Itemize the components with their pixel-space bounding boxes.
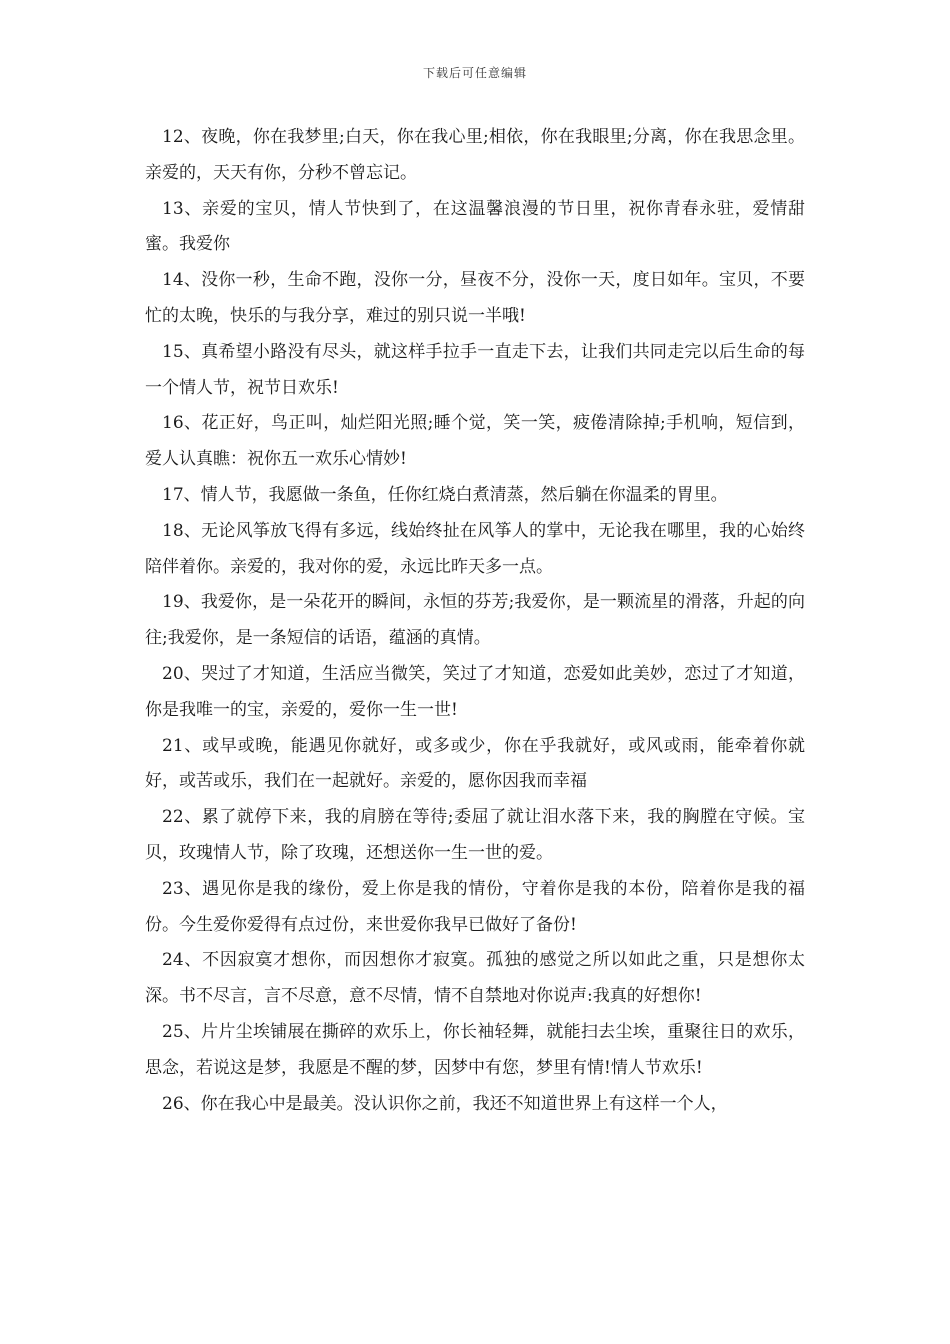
paragraph-14: 14、没你一秒，生命不跑，没你一分，昼夜不分，没你一天，度日如年。宝贝，不要忙的太晚，快乐的与我分享，难过的别只说一半哦! (145, 270, 805, 326)
paragraph-25: 25、片片尘埃铺展在撕碎的欢乐上，你长袖轻舞，就能扫去尘埃，重聚往日的欢乐，思念，若说这是梦，我愿是不醒的梦，因梦中有您，梦里有情!情人节欢乐! (145, 1021, 805, 1078)
paragraph-26: 26、你在我心中是最美。没认识你之前，我还不知道世界上有这样一个人， (162, 1093, 728, 1114)
paragraph-16: 16、花正好，鸟正叫，灿烂阳光照;睡个觉，笑一笑，疲倦清除掉;手机响，短信到，爱人认真瞧：祝你五一欢乐心情妙! (145, 413, 805, 470)
paragraph-13: 13、亲爱的宝贝，情人节快到了，在这温馨浪漫的节日里，祝你青春永驻，爱情甜蜜。我爱你 (145, 198, 805, 255)
page-header: 下载后可任意编辑 (422, 66, 527, 80)
paragraph-20: 20、哭过了才知道，生活应当微笑，笑过了才知道，恋爱如此美妙，恋过了才知道，你是我唯一的宝，亲爱的，爱你一生一世! (145, 663, 805, 720)
paragraph-18: 18、无论风筝放飞得有多远，线始终扯在风筝人的掌中，无论我在哪里，我的心始终陪伴着你。亲爱的，我对你的爱，永远比昨天多一点。 (145, 520, 805, 577)
paragraph-23: 23、遇见你是我的缘份，爱上你是我的情份，守着你是我的本份，陪着你是我的福份。今生爱你爱得有点过份，来世爱你我早已做好了备份! (145, 878, 805, 935)
paragraph-21: 21、或早或晚，能遇见你就好，或多或少，你在乎我就好，或风或雨，能牵着你就好，或苦或乐，我们在一起就好。亲爱的，愿你因我而幸福 (145, 735, 805, 792)
paragraph-17: 17、情人节，我愿做一条鱼，任你红烧白煮清蒸，然后躺在你温柔的胃里。 (162, 484, 728, 505)
document-body (145, 120, 805, 1122)
paragraph-15: 15、真希望小路没有尽头，就这样手拉手一直走下去，让我们共同走完以后生命的每一个情人节，祝节日欢乐! (145, 341, 805, 398)
paragraph-19: 19、我爱你，是一朵花开的瞬间，永恒的芬芳;我爱你，是一颗流星的滑落，升起的向往;我爱你，是一条短信的话语，蕴涵的真情。 (145, 592, 805, 649)
paragraph-12: 12、夜晚，你在我梦里;白天，你在我心里;相依，你在我眼里;分离，你在我思念里。亲爱的，天天有你，分秒不曾忘记。 (145, 127, 805, 183)
paragraph-24: 24、不因寂寞才想你，而因想你才寂寞。孤独的感觉之所以如此之重，只是想你太深。书不尽言，言不尽意，意不尽情，情不自禁地对你说声:我真的好想你! (145, 950, 805, 1007)
paragraph-22: 22、累了就停下来，我的肩膀在等待;委屈了就让泪水落下来，我的胸膛在守候。宝贝，玫瑰情人节，除了玫瑰，还想送你一生一世的爱。 (145, 807, 805, 863)
